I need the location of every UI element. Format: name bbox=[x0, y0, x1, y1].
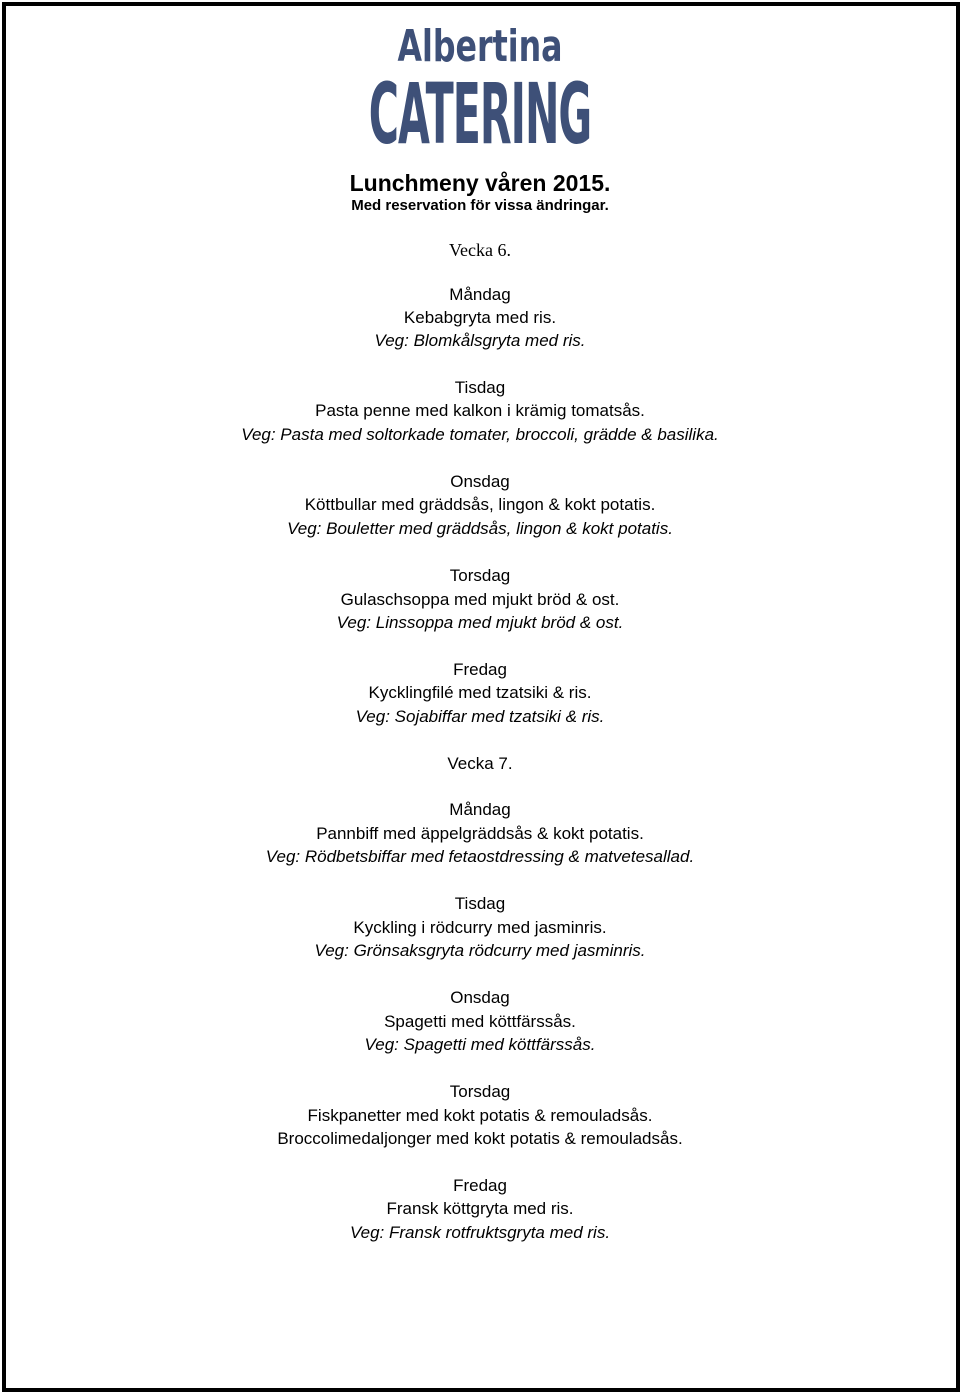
week-label: Vecka 7. bbox=[447, 754, 513, 773]
day-label: Tisdag bbox=[454, 378, 506, 397]
logo-catering: CATERING bbox=[368, 65, 592, 163]
veg-dish: Veg: Sojabiffar med tzatsiki & ris. bbox=[355, 707, 605, 726]
menu-title: Lunchmeny våren 2015. bbox=[349, 170, 611, 196]
veg-dish: Veg: Linssoppa med mjukt bröd & ost. bbox=[336, 613, 624, 632]
day-label: Fredag bbox=[453, 1176, 507, 1195]
day-label: Måndag bbox=[449, 800, 511, 819]
main-dish: Fransk köttgryta med ris. bbox=[386, 1199, 574, 1218]
day-label: Tisdag bbox=[454, 894, 506, 913]
logo-albertina: Albertina bbox=[397, 21, 563, 72]
main-dish: Köttbullar med gräddsås, lingon & kokt potatis. bbox=[304, 495, 656, 514]
main-dish: Kycklingfilé med tzatsiki & ris. bbox=[368, 683, 592, 702]
veg-dish: Veg: Blomkålsgryta med ris. bbox=[374, 331, 586, 350]
day-label: Måndag bbox=[449, 285, 511, 304]
veg-dish: Veg: Pasta med soltorkade tomater, broccoli, grädde & basilika. bbox=[241, 425, 719, 444]
alt-dish: Broccolimedaljonger med kokt potatis & remouladsås. bbox=[277, 1129, 683, 1148]
veg-dish: Veg: Fransk rotfruktsgryta med ris. bbox=[349, 1223, 611, 1242]
main-dish: Gulaschsoppa med mjukt bröd & ost. bbox=[340, 590, 620, 609]
main-dish: Pasta penne med kalkon i krämig tomatsås. bbox=[315, 401, 645, 420]
veg-dish: Veg: Rödbetsbiffar med fetaostdressing & matvetesallad. bbox=[265, 847, 695, 866]
day-label: Torsdag bbox=[449, 1082, 511, 1101]
main-dish: Kebabgryta med ris. bbox=[403, 308, 557, 327]
day-label: Torsdag bbox=[449, 566, 511, 585]
menu-subtitle: Med reservation för vissa ändringar. bbox=[351, 197, 609, 214]
main-dish: Spagetti med köttfärssås. bbox=[384, 1012, 576, 1031]
day-label: Onsdag bbox=[450, 988, 510, 1007]
day-label: Onsdag bbox=[450, 472, 510, 491]
week-label: Vecka 6. bbox=[449, 240, 511, 260]
main-dish: Kyckling i rödcurry med jasminris. bbox=[353, 918, 607, 937]
main-dish: Fiskpanetter med kokt potatis & remouladsås. bbox=[307, 1106, 653, 1125]
veg-dish: Veg: Spagetti med köttfärssås. bbox=[364, 1035, 596, 1054]
main-dish: Pannbiff med äppelgräddsås & kokt potatis. bbox=[316, 824, 644, 843]
veg-dish: Veg: Bouletter med gräddsås, lingon & kokt potatis. bbox=[287, 519, 673, 538]
day-label: Fredag bbox=[453, 660, 507, 679]
veg-dish: Veg: Grönsaksgryta rödcurry med jasminris. bbox=[314, 941, 646, 960]
